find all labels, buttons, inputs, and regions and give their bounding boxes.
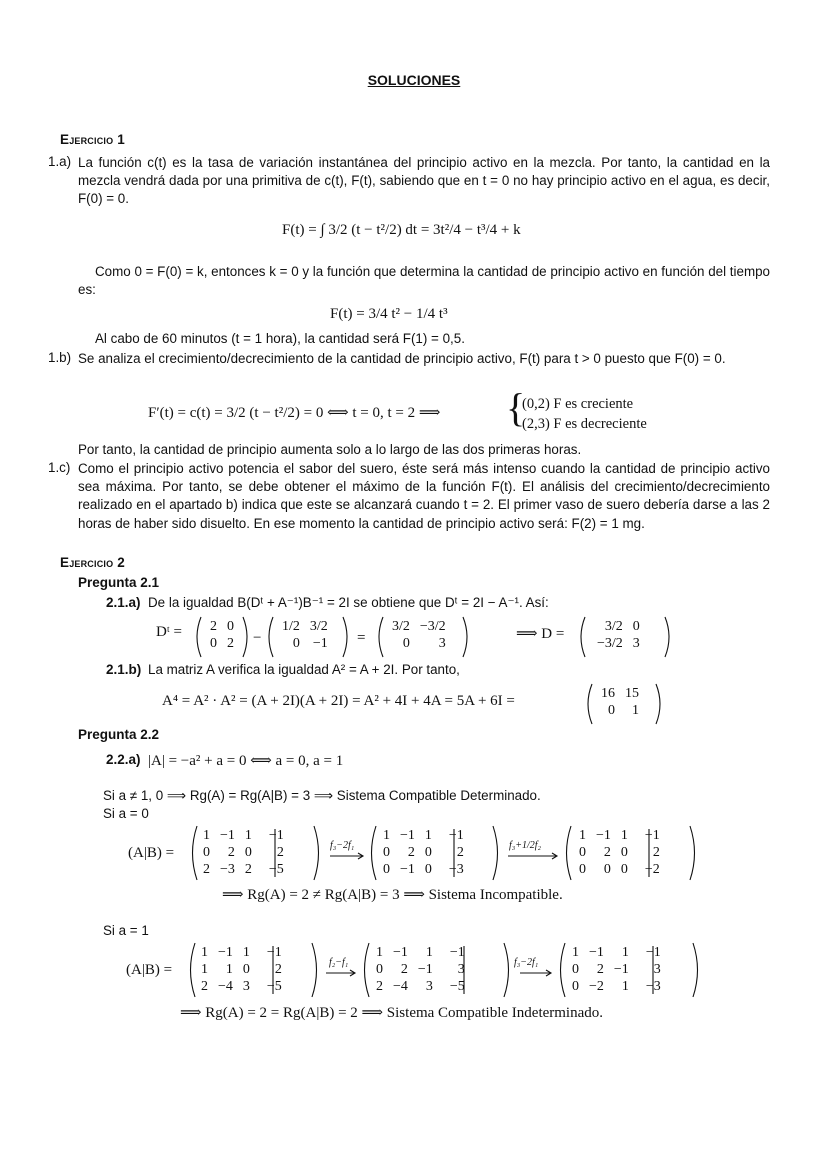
row-op-4: f₃−2f₁ (514, 957, 539, 968)
part-2-1-a-label: 2.1.a) (106, 595, 141, 610)
matrix-a-inverse: 1/2 3/2 0 −1 (282, 619, 328, 651)
result-a0: ⟹ Rg(A) = 2 ≠ Rg(A|B) = 3 ⟹ Sistema Incompatible. (222, 887, 563, 903)
part-1a-label: 1.a) (48, 154, 72, 169)
part-2-1-b-label: 2.1.b) (106, 662, 142, 677)
part-1b-label: 1.b) (48, 350, 72, 365)
exercise-2-heading: Ejercicio 2 (60, 555, 125, 570)
question-2-2-heading: Pregunta 2.2 (78, 727, 160, 742)
derivative-equation: F′(t) = c(t) = 3/2 (t − t²/2) = 0 ⟺ t = 0, t = 2 ⟹ (148, 405, 441, 421)
case-a-0-heading: Si a = 0 (103, 806, 149, 821)
part-2-1-a-text: De la igualdad B(Dᵗ + A⁻¹)B⁻¹ = 2I se obtiene que Dᵗ = 2I − A⁻¹. Así: (148, 595, 549, 610)
part-1a-text: La función c(t) es la tasa de variación instantánea del principio activo en la mezcla. Por tanto, la cantidad en la mezcla vendrá dada por una primitiva de c(t), F(t), sabiendo que en t = 0 no hay principio activo en el agua, es decir, F(0) = 0. (78, 155, 770, 207)
case-decreasing: (2,3) F es decreciente (522, 416, 647, 432)
matrix-ab-a0-step1: 1 −1 1 −1 0 2 0 2 0 −1 0 −3 (383, 828, 464, 877)
part-1b-conclusion: Por tanto, la cantidad de principio aumenta solo a lo largo de las dos primeras horas. (78, 442, 582, 457)
matrix-ab-a1-step1: 1 −1 1 −1 0 2 −1 3 2 −4 3 −5 (376, 945, 465, 994)
svg-text:=: = (357, 630, 366, 646)
function-f-equation: F(t) = 3/4 t² − 1/4 t³ (330, 306, 448, 322)
matrix-ab-a1: 1 −1 1 −1 1 1 0 2 2 −4 3 −5 (201, 945, 282, 994)
ab-lhs-a1: (A|B) = (126, 962, 173, 978)
case-a-not-0-1: Si a ≠ 1, 0 ⟹ Rg(A) = Rg(A|B) = 3 ⟹ Sistema Compatible Determinado. (103, 788, 541, 803)
integral-equation: F(t) = ∫ 3/2 (t − t²/2) dt = 3t²/4 − t³/4 + k (282, 222, 521, 238)
matrix-a4: 16 15 0 1 (601, 686, 639, 718)
part-1b-text: Se analiza el crecimiento/decrecimiento de la cantidad de principio activo, F(t) para t > 0 puesto que F(0) = 0. (78, 351, 726, 366)
svg-text:−: − (253, 630, 262, 646)
part-1a-text-3: Al cabo de 60 minutos (t = 1 hora), la cantidad será F(1) = 0,5. (95, 331, 465, 346)
matrix-ab-a1-step2: 1 −1 1 −1 0 2 −1 3 0 −2 1 −3 (572, 945, 661, 994)
result-a1: ⟹ Rg(A) = 2 = Rg(A|B) = 2 ⟹ Sistema Compatible Indeterminado. (180, 1005, 604, 1021)
part-2-2-a-label: 2.2.a) (106, 752, 141, 767)
matrix-d: 3/2 0 −3/2 3 (597, 619, 640, 651)
exercise-1-heading: Ejercicio 1 (60, 132, 125, 147)
question-2-1-heading: Pregunta 2.1 (78, 575, 160, 590)
matrix-2i: 2 0 0 2 (210, 619, 234, 651)
matrix-ab-a0-step2: 1 −1 1 −1 0 2 0 2 0 0 0 −2 (579, 828, 660, 877)
case-a-1-heading: Si a = 1 (103, 923, 149, 938)
part-1c-label: 1.c) (48, 460, 71, 475)
row-op-3: f₂−f₁ (329, 957, 349, 968)
implies-d: ⟹ D = (516, 626, 565, 642)
determinant-equation: |A| = −a² + a = 0 ⟺ a = 0, a = 1 (148, 753, 344, 769)
ab-lhs-a0: (A|B) = (128, 845, 175, 861)
dt-lhs: Dᵗ = (156, 624, 182, 640)
matrix-ab-a0: 1 −1 1 −1 0 2 0 2 2 −3 2 −5 (203, 828, 284, 877)
row-op-2: f₃+1/2f₂ (509, 840, 542, 851)
matrix-dt-result: 3/2 −3/2 0 3 (392, 619, 446, 651)
case-increasing: (0,2) F es creciente (522, 396, 634, 412)
part-1a-text-2: Como 0 = F(0) = k, entonces k = 0 y la función que determina la cantidad de principio activo en función del tiempo es: (78, 264, 770, 298)
row-op-1: f₃−2f₁ (330, 840, 355, 851)
a4-equation: A⁴ = A² · A² = (A + 2I)(A + 2I) = A² + 4I + 4A = 5A + 6I = (162, 693, 515, 709)
part-1c-text: Como el principio activo potencia el sabor del suero, éste será más intenso cuando la cantidad de principio activo sea máxima. Por tanto, se debe obtener el máximo de la función F(t). El análisis del crecimiento/decrecimiento realizado en el apartado b) indica que este se alcanzará cuando t = 2. El primer vaso de suero debería darse a las 2 horas de haber sido disuelto. En ese momento la cantidad de principio activo será: F(2) = 1 mg. (78, 461, 770, 531)
page-title: SOLUCIONES (367, 72, 461, 88)
cases-brace: { (506, 385, 526, 430)
part-2-1-b-text: La matriz A verifica la igualdad A² = A + 2I. Por tanto, (148, 662, 460, 677)
